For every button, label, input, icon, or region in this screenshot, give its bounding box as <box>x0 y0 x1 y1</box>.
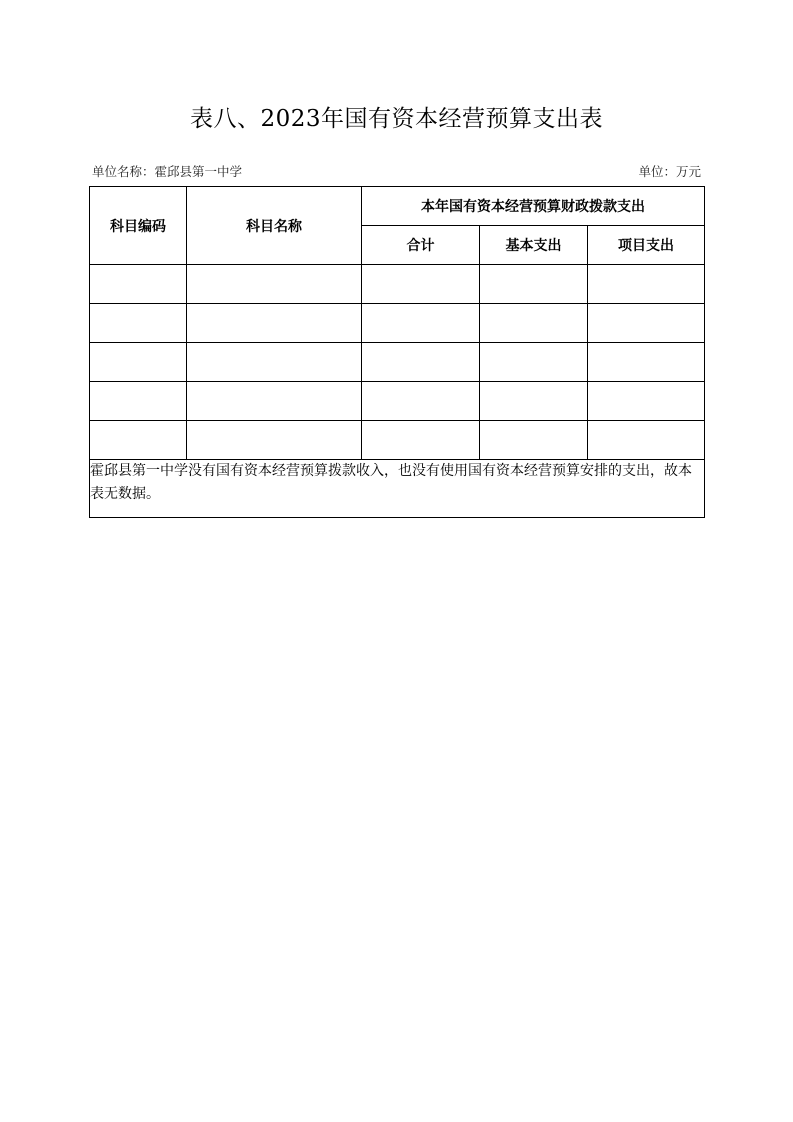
table-cell <box>362 343 480 382</box>
header-subject-code: 科目编码 <box>90 187 187 265</box>
table-cell <box>362 304 480 343</box>
table-note: 霍邱县第一中学没有国有资本经营预算拨款收入，也没有使用国有资本经营预算安排的支出，故本表无数据。 <box>90 460 705 518</box>
table-cell <box>362 265 480 304</box>
table-cell <box>588 382 705 421</box>
table-row <box>90 304 705 343</box>
table-cell <box>588 265 705 304</box>
table-cell <box>480 265 588 304</box>
unit-label: 单位：万元 <box>638 164 701 179</box>
table-cell <box>187 304 362 343</box>
table-cell <box>588 343 705 382</box>
table-cell <box>187 382 362 421</box>
header-basic-expense: 基本支出 <box>480 226 588 265</box>
header-project-expense: 项目支出 <box>588 226 705 265</box>
table-cell <box>588 304 705 343</box>
table-cell <box>362 382 480 421</box>
table-row <box>90 421 705 460</box>
table-cell <box>90 421 187 460</box>
table-cell <box>90 265 187 304</box>
table-row <box>90 265 705 304</box>
table-cell <box>480 343 588 382</box>
header-budget-group: 本年国有资本经营预算财政拨款支出 <box>362 187 705 226</box>
table-cell <box>187 421 362 460</box>
table-cell <box>362 421 480 460</box>
table-cell <box>90 382 187 421</box>
budget-table <box>89 186 705 518</box>
table-row <box>90 382 705 421</box>
page-title: 表八、2023年国有资本经营预算支出表 <box>189 106 604 132</box>
unit-name-label: 单位名称：霍邱县第一中学 <box>92 164 243 179</box>
table-row <box>90 343 705 382</box>
table-cell <box>187 343 362 382</box>
header-subject-name: 科目名称 <box>187 187 362 265</box>
table-cell <box>588 421 705 460</box>
table-cell <box>480 382 588 421</box>
note-row <box>90 460 705 518</box>
header-total: 合计 <box>362 226 480 265</box>
table-cell <box>480 421 588 460</box>
table-cell <box>187 265 362 304</box>
table-cell <box>90 343 187 382</box>
table-cell <box>480 304 588 343</box>
table-cell <box>90 304 187 343</box>
